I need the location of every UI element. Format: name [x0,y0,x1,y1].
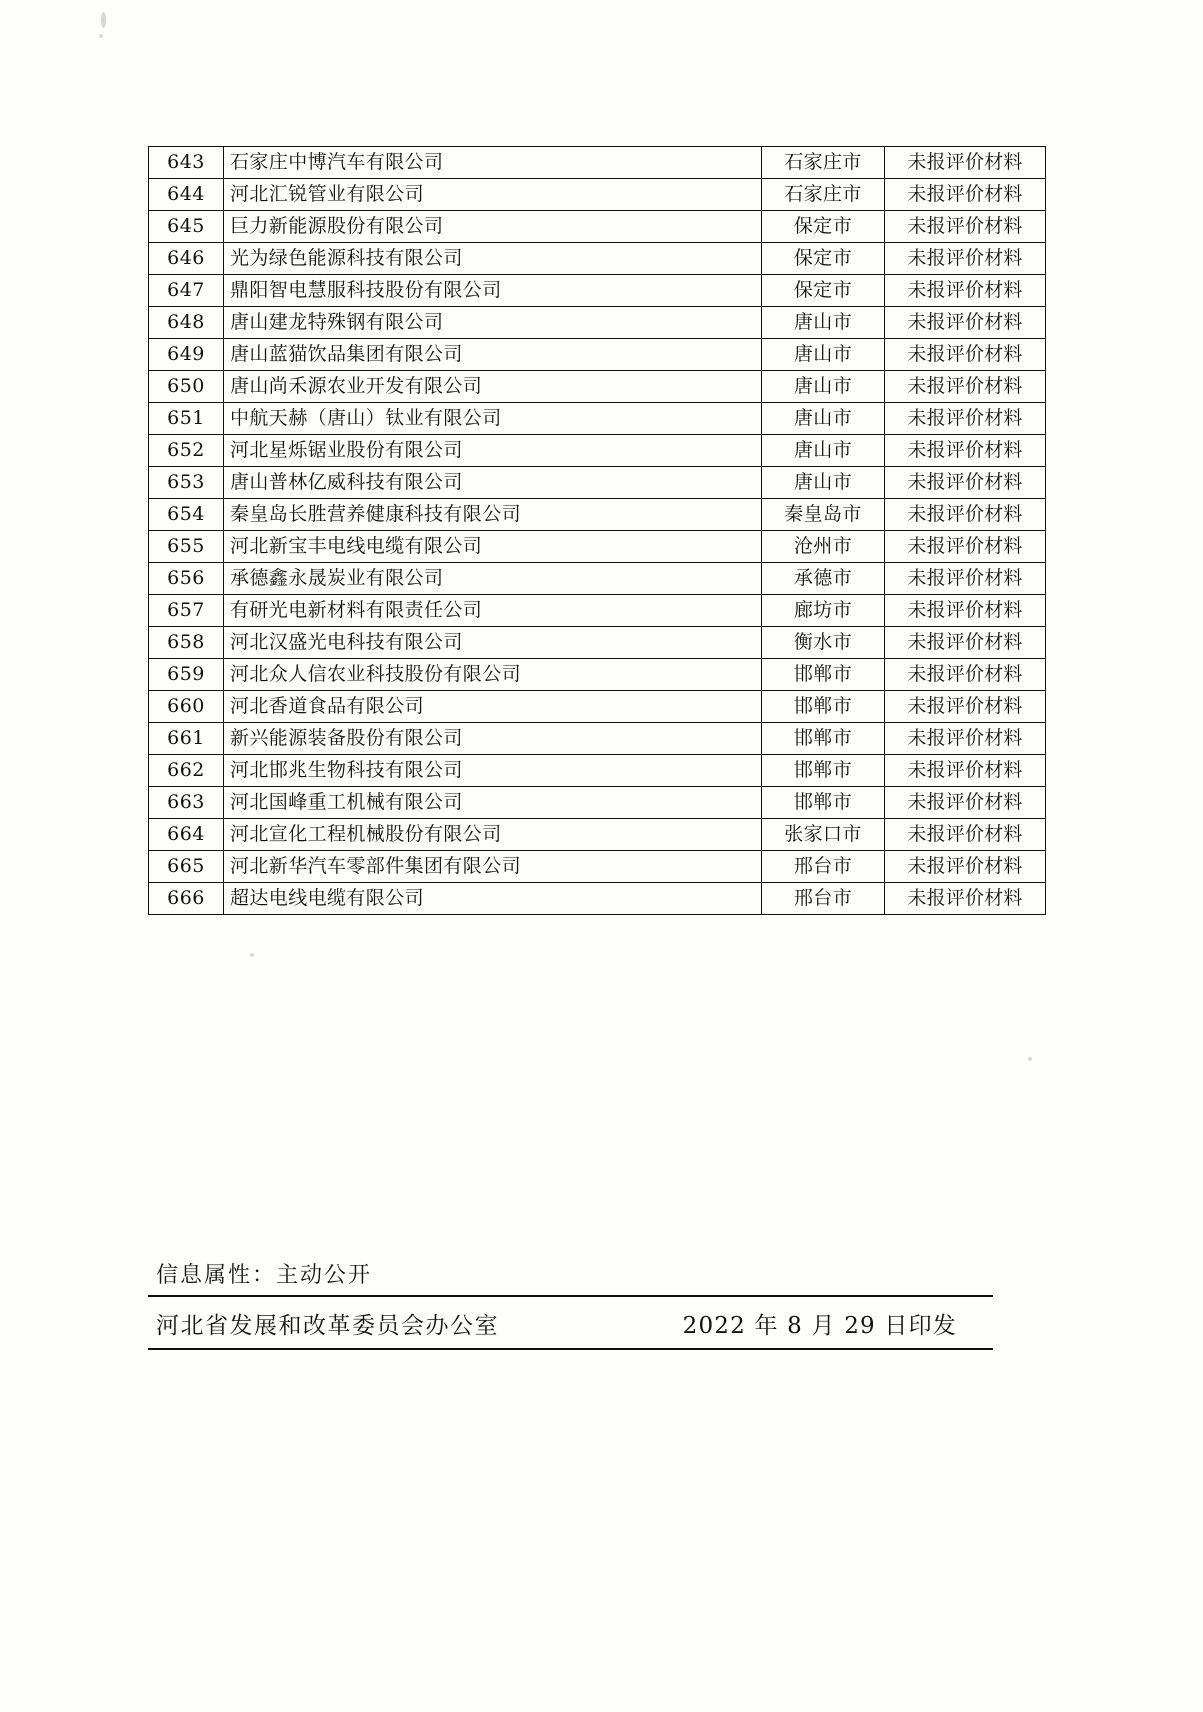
row-city: 唐山市 [762,307,885,339]
row-status: 未报评价材料 [885,595,1046,627]
row-city: 邯郸市 [762,755,885,787]
row-name: 河北星烁锯业股份有限公司 [224,435,762,467]
table-row [149,659,1046,691]
row-index: 659 [149,659,224,691]
row-city: 石家庄市 [762,179,885,211]
row-index: 665 [149,851,224,883]
table-row [149,211,1046,243]
table-row [149,243,1046,275]
row-index: 644 [149,179,224,211]
row-city: 邯郸市 [762,691,885,723]
table-row [149,275,1046,307]
table-row [149,595,1046,627]
row-city: 邯郸市 [762,787,885,819]
table-row [149,883,1046,915]
table-row [149,563,1046,595]
table-row [149,851,1046,883]
table-row [149,755,1046,787]
row-city: 沧州市 [762,531,885,563]
table-row [149,435,1046,467]
row-name: 唐山普林亿威科技有限公司 [224,467,762,499]
row-index: 646 [149,243,224,275]
row-name: 河北汉盛光电科技有限公司 [224,627,762,659]
table-row [149,627,1046,659]
scan-speck [99,34,103,38]
row-index: 645 [149,211,224,243]
row-name: 唐山蓝猫饮品集团有限公司 [224,339,762,371]
table-row [149,339,1046,371]
row-city: 唐山市 [762,467,885,499]
row-city: 邯郸市 [762,659,885,691]
scan-speck [250,953,254,957]
row-name: 唐山尚禾源农业开发有限公司 [224,371,762,403]
row-status: 未报评价材料 [885,243,1046,275]
enterprise-listing-table [148,146,1023,915]
row-status: 未报评价材料 [885,627,1046,659]
row-index: 643 [149,147,224,179]
table-row [149,787,1046,819]
row-status: 未报评价材料 [885,723,1046,755]
row-index: 654 [149,499,224,531]
table-row [149,147,1046,179]
row-city: 张家口市 [762,819,885,851]
row-status: 未报评价材料 [885,819,1046,851]
row-city: 秦皇岛市 [762,499,885,531]
row-index: 648 [149,307,224,339]
table-row [149,403,1046,435]
row-name: 河北众人信农业科技股份有限公司 [224,659,762,691]
row-status: 未报评价材料 [885,883,1046,915]
row-name: 河北新宝丰电线电缆有限公司 [224,531,762,563]
table-row [149,819,1046,851]
table-body [149,147,1046,915]
row-index: 657 [149,595,224,627]
row-city: 邯郸市 [762,723,885,755]
table-row [149,307,1046,339]
row-index: 655 [149,531,224,563]
row-city: 廊坊市 [762,595,885,627]
row-name: 有研光电新材料有限责任公司 [224,595,762,627]
row-index: 653 [149,467,224,499]
row-status: 未报评价材料 [885,563,1046,595]
row-index: 666 [149,883,224,915]
footer-divider-bottom [148,1348,993,1350]
row-status: 未报评价材料 [885,851,1046,883]
row-status: 未报评价材料 [885,467,1046,499]
footer-issuer-row [148,1297,993,1348]
row-status: 未报评价材料 [885,371,1046,403]
table-row [149,371,1046,403]
row-index: 656 [149,563,224,595]
row-city: 唐山市 [762,371,885,403]
row-city: 唐山市 [762,435,885,467]
table-row [149,467,1046,499]
row-status: 未报评价材料 [885,531,1046,563]
row-index: 650 [149,371,224,403]
row-status: 未报评价材料 [885,755,1046,787]
row-city: 石家庄市 [762,147,885,179]
row-name: 唐山建龙特殊钢有限公司 [224,307,762,339]
row-city: 保定市 [762,243,885,275]
row-name: 河北邯兆生物科技有限公司 [224,755,762,787]
row-index: 658 [149,627,224,659]
row-index: 647 [149,275,224,307]
row-status: 未报评价材料 [885,787,1046,819]
table-row [149,531,1046,563]
row-name: 河北国峰重工机械有限公司 [224,787,762,819]
row-city: 邢台市 [762,883,885,915]
row-index: 652 [149,435,224,467]
row-name: 承德鑫永晟炭业有限公司 [224,563,762,595]
issuing-organization: 河北省发展和改革委员会办公室 [156,1313,499,1339]
row-city: 唐山市 [762,339,885,371]
row-index: 663 [149,787,224,819]
row-city: 唐山市 [762,403,885,435]
row-name: 超达电线电缆有限公司 [224,883,762,915]
row-city: 保定市 [762,211,885,243]
row-index: 662 [149,755,224,787]
row-status: 未报评价材料 [885,403,1046,435]
row-status: 未报评价材料 [885,659,1046,691]
row-name: 中航天赫（唐山）钛业有限公司 [224,403,762,435]
row-name: 石家庄中博汽车有限公司 [224,147,762,179]
row-city: 承德市 [762,563,885,595]
row-city: 邢台市 [762,851,885,883]
row-status: 未报评价材料 [885,691,1046,723]
row-name: 巨力新能源股份有限公司 [224,211,762,243]
document-footer [148,1258,993,1350]
row-index: 649 [149,339,224,371]
row-index: 664 [149,819,224,851]
table-row [149,179,1046,211]
row-status: 未报评价材料 [885,147,1046,179]
table-row [149,723,1046,755]
row-status: 未报评价材料 [885,211,1046,243]
row-city: 保定市 [762,275,885,307]
row-index: 660 [149,691,224,723]
row-name: 鼎阳智电慧服科技股份有限公司 [224,275,762,307]
row-name: 河北汇锐管业有限公司 [224,179,762,211]
row-name: 新兴能源装备股份有限公司 [224,723,762,755]
row-status: 未报评价材料 [885,275,1046,307]
row-status: 未报评价材料 [885,499,1046,531]
table-row [149,691,1046,723]
row-name: 光为绿色能源科技有限公司 [224,243,762,275]
row-name: 河北新华汽车零部件集团有限公司 [224,851,762,883]
row-index: 651 [149,403,224,435]
row-name: 河北香道食品有限公司 [224,691,762,723]
row-status: 未报评价材料 [885,435,1046,467]
row-index: 661 [149,723,224,755]
row-status: 未报评价材料 [885,179,1046,211]
row-status: 未报评价材料 [885,339,1046,371]
row-status: 未报评价材料 [885,307,1046,339]
scan-speck [1028,1057,1032,1061]
row-name: 秦皇岛长胜营养健康科技有限公司 [224,499,762,531]
row-city: 衡水市 [762,627,885,659]
scan-speck [101,12,106,28]
information-attribute: 信息属性：主动公开 [156,1263,373,1288]
row-name: 河北宣化工程机械股份有限公司 [224,819,762,851]
issue-date: 2022 年 8 月 29 日印发 [682,1313,957,1339]
table-row [149,499,1046,531]
